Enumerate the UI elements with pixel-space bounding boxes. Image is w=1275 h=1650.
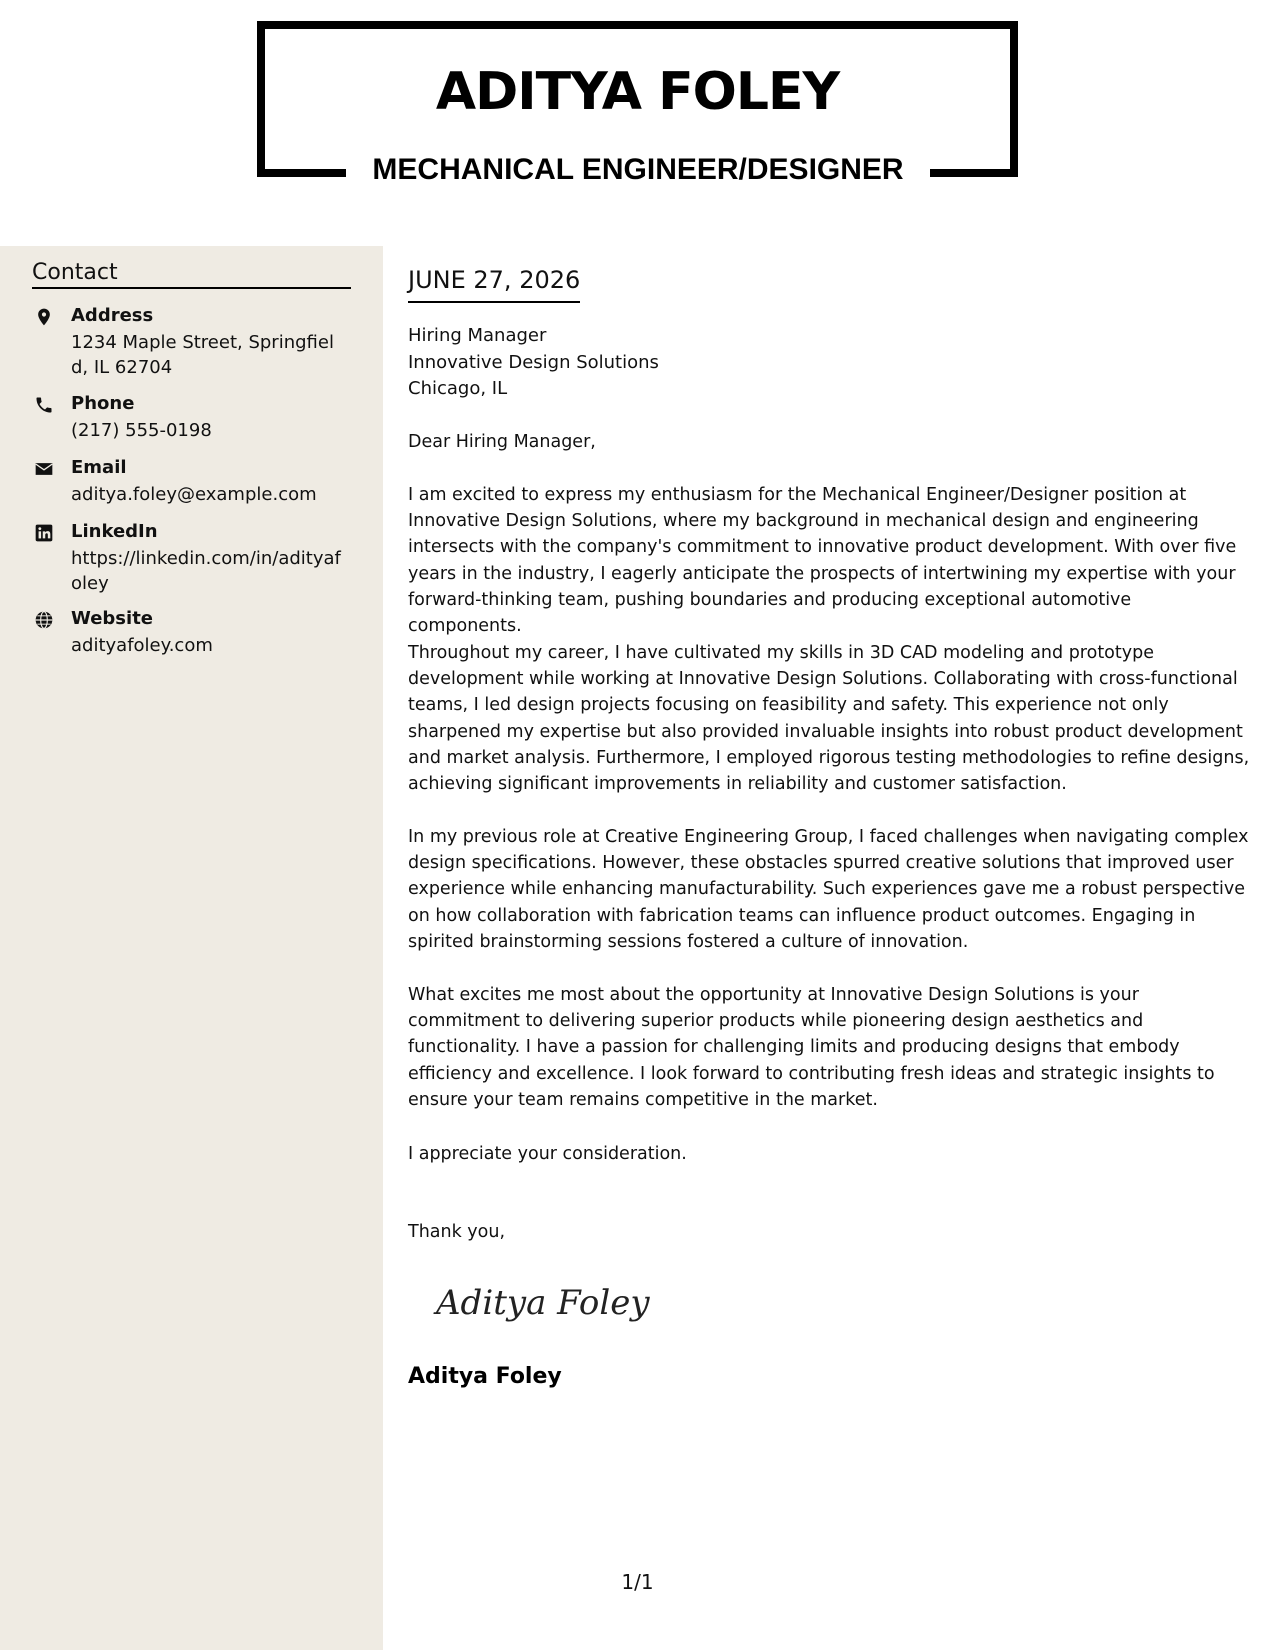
linkedin-icon	[34, 523, 54, 543]
paragraph-1: I am excited to express my enthusiasm for the Mechanical Engineer/Designer position at Innovative Design Solutions, where my background in mechanical design and engineering intersects with the company's commitment to innovative product development. With over five years in the industry, I eagerly anticipate the prospects of intertwining my expertise with your forward-thinking team, pushing boundaries and producing exceptional automotive components.	[408, 485, 1237, 637]
signature-text: Aditya Foley	[436, 1283, 650, 1323]
header-frame-bottom-right	[930, 169, 1018, 177]
address-label: Address	[71, 305, 154, 326]
sign-off: Thank you,	[408, 1222, 506, 1242]
closing-line: I appreciate your consideration.	[408, 1144, 687, 1164]
recipient-location: Chicago, IL	[408, 378, 508, 399]
website-label: Website	[71, 608, 154, 629]
job-title: MECHANICAL ENGINEER/DESIGNER	[372, 153, 904, 186]
linkedin-value[interactable]: https://linkedin.com/in/adityafoley	[71, 548, 341, 594]
recipient-name: Hiring Manager	[408, 325, 547, 346]
globe-icon	[34, 610, 54, 630]
salutation: Dear Hiring Manager,	[408, 432, 596, 452]
signature-image	[432, 1272, 652, 1330]
applicant-name: ADITYA FOLEY	[435, 62, 840, 122]
signer-name: Aditya Foley	[408, 1364, 562, 1389]
contact-heading: Contact	[32, 260, 351, 289]
email-value: aditya.foley@example.com	[71, 484, 317, 505]
map-pin-icon	[34, 307, 54, 327]
recipient-block	[408, 323, 659, 403]
phone-label: Phone	[71, 393, 135, 414]
page-number: 1/1	[621, 1570, 654, 1594]
email-label: Email	[71, 457, 127, 478]
letter-date: JUNE 27, 2026	[408, 266, 580, 303]
phone-icon	[34, 395, 54, 415]
website-value[interactable]: adityafoley.com	[71, 635, 213, 656]
envelope-icon	[34, 459, 54, 479]
header-frame-bottom-left	[257, 169, 346, 177]
paragraph-3: In my previous role at Creative Engineering Group, I faced challenges when navigating complex design specifications. However, these obstacles spurred creative solutions that improved user experience while enhancing manufacturability. Such experiences gave me a robust perspective on how collaboration with fabrication teams can influence product outcomes. Engaging in spirited brainstorming sessions fostered a culture of innovation.	[408, 827, 1249, 952]
contact-sidebar	[0, 246, 383, 1650]
address-value: 1234 Maple Street, Springfield, IL 62704	[71, 332, 334, 378]
phone-value: (217) 555-0198	[71, 420, 212, 441]
linkedin-label: LinkedIn	[71, 521, 158, 542]
paragraph-2: Throughout my career, I have cultivated my skills in 3D CAD modeling and prototype development while working at Innovative Design Solutions. Collaborating with cross-functional teams, I led design projects focusing on feasibility and safety. This experience not only sharpened my expertise but also provided invaluable insights into robust product development and market analysis. Furthermore, I employed rigorous testing methodologies to refine designs, achieving significant improvements in reliability and customer satisfaction.	[408, 643, 1250, 795]
paragraph-4: What excites me most about the opportunity at Innovative Design Solutions is your commitment to delivering superior products while pioneering design aesthetics and functionality. I have a passion for challenging limits and producing designs that embody efficiency and excellence. I look forward to contributing fresh ideas and strategic insights to ensure your team remains competitive in the market.	[408, 985, 1215, 1110]
recipient-company: Innovative Design Solutions	[408, 351, 659, 373]
